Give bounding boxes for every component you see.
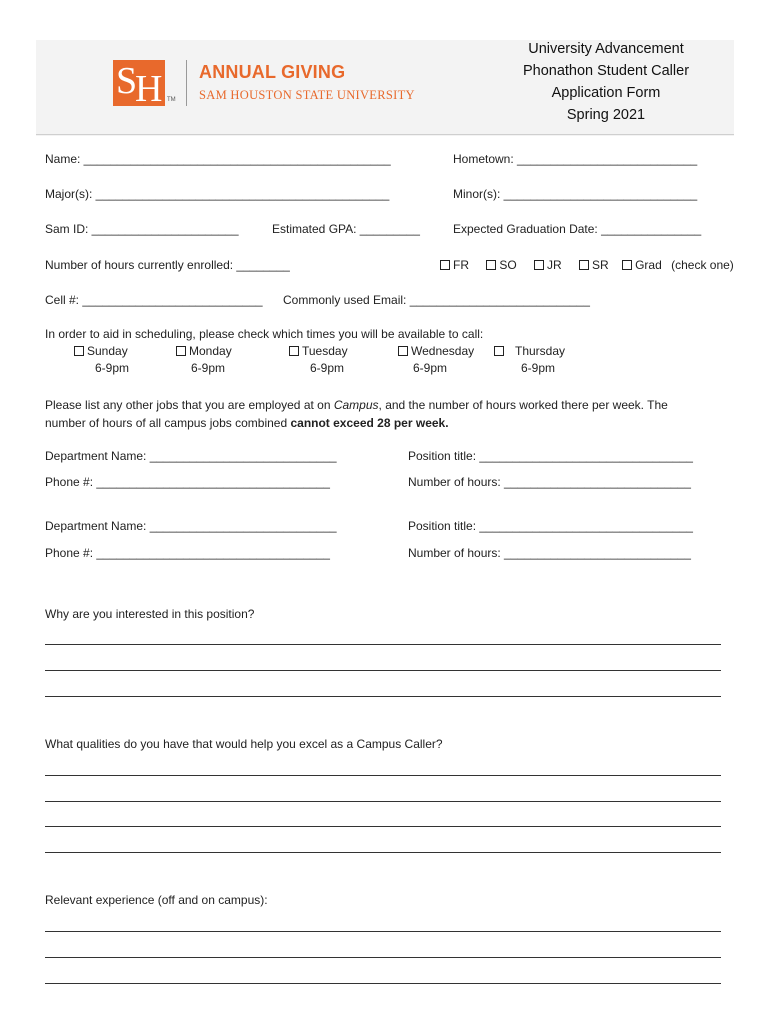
wednesday-time: 6-9pm <box>413 361 448 375</box>
job1-phone-field[interactable]: Phone #: ___________________________________ <box>45 475 330 489</box>
job2-position-field[interactable]: Position title: ________________________________ <box>408 519 693 533</box>
grad-label: Grad <box>635 258 662 272</box>
availability-prompt: In order to aid in scheduling, please check which times you will be available to call: <box>45 327 484 341</box>
class-so-option[interactable] <box>486 258 516 272</box>
wednesday-label: Wednesday <box>411 344 475 358</box>
fr-label: FR <box>453 258 469 272</box>
class-grad-option[interactable] <box>622 258 662 272</box>
jr-label: JR <box>547 258 562 272</box>
monday-label: Monday <box>189 344 232 358</box>
answer-line[interactable] <box>45 852 721 853</box>
shsu-logo-mark <box>113 60 165 110</box>
answer-line[interactable] <box>45 670 721 671</box>
tuesday-label: Tuesday <box>302 344 348 358</box>
answer-line[interactable] <box>45 801 721 802</box>
job2-hours-field[interactable]: Number of hours: ____________________________ <box>408 546 691 560</box>
wednesday-checkbox[interactable] <box>398 346 408 356</box>
sr-label: SR <box>592 258 609 272</box>
answer-line[interactable] <box>45 644 721 645</box>
gpa-field[interactable]: Estimated GPA: _________ <box>272 222 420 236</box>
monday-checkbox[interactable] <box>176 346 186 356</box>
question-qualities: What qualities do you have that would help you excel as a Campus Caller? <box>45 737 443 751</box>
majors-field[interactable]: Major(s): ____________________________________________ <box>45 187 390 201</box>
hometown-field[interactable]: Hometown: ___________________________ <box>453 152 698 166</box>
answer-line[interactable] <box>45 983 721 984</box>
name-field[interactable]: Name: ______________________________________________ <box>45 152 391 166</box>
wednesday-option[interactable] <box>398 344 488 375</box>
form-title <box>486 38 726 126</box>
sam-id-field[interactable]: Sam ID: ______________________ <box>45 222 239 236</box>
answer-line[interactable] <box>45 957 721 958</box>
tuesday-option[interactable] <box>289 344 369 375</box>
answer-line[interactable] <box>45 826 721 827</box>
logo-letter-s: S <box>116 60 138 102</box>
hours-limit: cannot exceed 28 per week. <box>290 416 449 430</box>
job2-department-field[interactable]: Department Name: ____________________________ <box>45 519 337 533</box>
job1-hours-field[interactable]: Number of hours: ____________________________ <box>408 475 691 489</box>
sunday-label: Sunday <box>87 344 128 358</box>
answer-line[interactable] <box>45 696 721 697</box>
logo-divider <box>186 60 187 106</box>
sunday-option[interactable] <box>74 344 154 375</box>
cell-field[interactable]: Cell #: ___________________________ <box>45 293 263 307</box>
so-label: SO <box>499 258 517 272</box>
logo-trademark: TM <box>167 97 176 103</box>
jr-checkbox[interactable] <box>534 260 544 270</box>
thursday-option[interactable] <box>494 344 584 375</box>
title-line-2: Phonathon Student Caller <box>522 63 690 79</box>
tuesday-checkbox[interactable] <box>289 346 299 356</box>
job1-position-field[interactable]: Position title: ________________________________ <box>408 449 693 463</box>
hours-enrolled-field[interactable]: Number of hours currently enrolled: ________ <box>45 258 290 272</box>
logo-subtitle: SAM HOUSTON STATE UNIVERSITY <box>199 88 415 102</box>
question-experience: Relevant experience (off and on campus): <box>45 893 268 907</box>
answer-line[interactable] <box>45 775 721 776</box>
sr-checkbox[interactable] <box>579 260 589 270</box>
question-interest: Why are you interested in this position? <box>45 607 255 621</box>
thursday-time: 6-9pm <box>521 361 556 375</box>
logo-title: ANNUAL GIVING <box>199 62 346 82</box>
header-divider <box>36 134 734 135</box>
jobs-instructions-line-2: number of hours of all campus jobs combined cannot exceed 28 per week. <box>45 416 449 430</box>
grad-checkbox[interactable] <box>622 260 632 270</box>
logo-letter-h: H <box>135 68 163 110</box>
fr-checkbox[interactable] <box>440 260 450 270</box>
email-field[interactable]: Commonly used Email: ___________________________ <box>283 293 590 307</box>
sunday-time: 6-9pm <box>95 361 130 375</box>
class-jr-option[interactable] <box>534 258 562 272</box>
campus-word: Campus <box>333 398 379 412</box>
job1-department-field[interactable]: Department Name: ____________________________ <box>45 449 337 463</box>
so-checkbox[interactable] <box>486 260 496 270</box>
thursday-checkbox[interactable] <box>494 346 504 356</box>
thursday-label: Thursday <box>515 344 566 358</box>
class-standing <box>440 258 734 272</box>
minors-field[interactable]: Minor(s): _____________________________ <box>453 187 698 201</box>
answer-line[interactable] <box>45 931 721 932</box>
title-line-4: Spring 2021 <box>566 107 646 123</box>
class-sr-option[interactable] <box>579 258 609 272</box>
graduation-date-field[interactable]: Expected Graduation Date: _______________ <box>453 222 702 236</box>
title-line-1: University Advancement <box>528 41 684 57</box>
class-fr-option[interactable] <box>440 258 469 272</box>
job2-phone-field[interactable]: Phone #: ___________________________________ <box>45 546 330 560</box>
monday-option[interactable] <box>176 344 256 375</box>
sunday-checkbox[interactable] <box>74 346 84 356</box>
monday-time: 6-9pm <box>191 361 226 375</box>
title-line-3: Application Form <box>551 85 661 101</box>
check-one-note: (check one) <box>671 258 734 272</box>
tuesday-time: 6-9pm <box>310 361 345 375</box>
jobs-instructions <box>45 396 668 432</box>
jobs-instructions-line-1: Please list any other jobs that you are employed at on Campus, and the number of hours worked there per week. The <box>45 398 668 412</box>
